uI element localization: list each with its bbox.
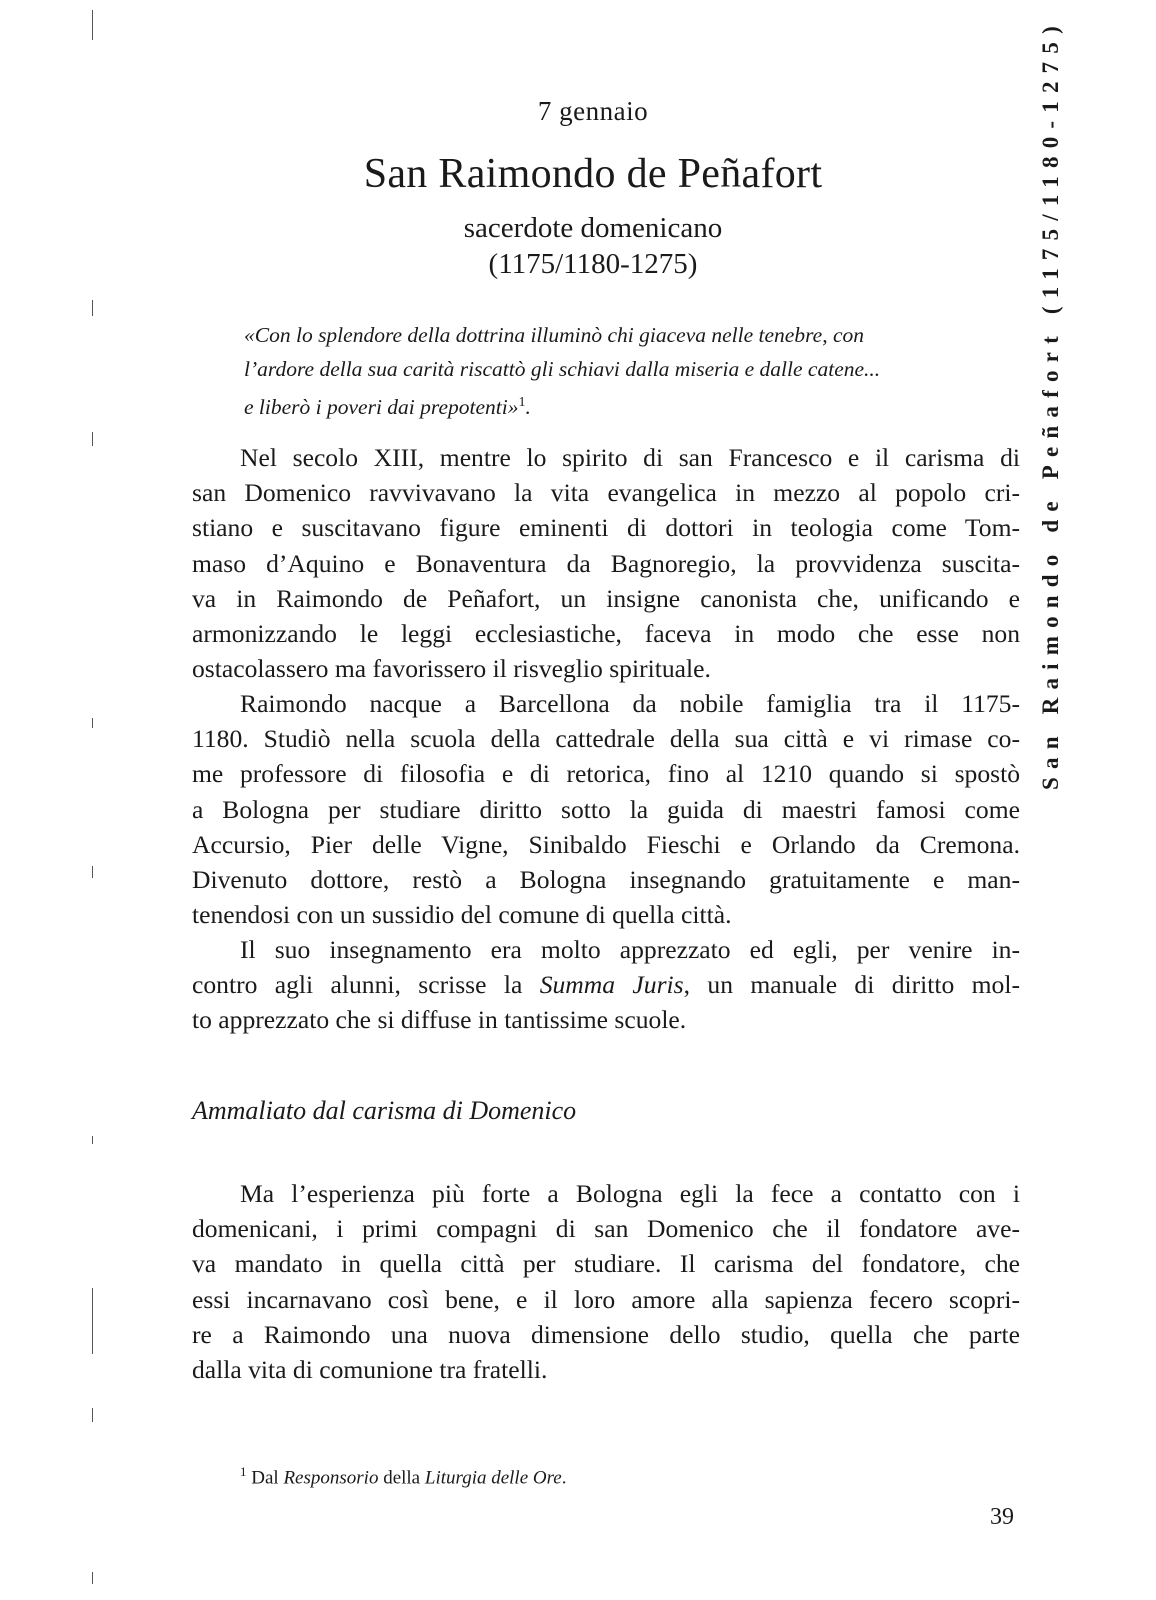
footnote-italic: Responsorio bbox=[283, 1467, 379, 1489]
paragraph-1 bbox=[192, 440, 1020, 686]
scan-mark bbox=[92, 1288, 93, 1354]
text-line: armonizzando le leggi ecclesiastiche, faceva in modo che esse non bbox=[192, 619, 1020, 649]
text-line: Nel secolo XIII, mentre lo spirito di san Francesco e il carisma di bbox=[240, 443, 1020, 472]
title-subtitle bbox=[0, 210, 1156, 282]
text-line bbox=[192, 967, 1020, 1002]
text-line: essi incarnavano così bene, e il loro amore alla sapienza fecero scopri- bbox=[192, 1284, 1020, 1314]
epigraph-line bbox=[244, 386, 984, 424]
paragraph-4 bbox=[192, 1176, 1020, 1387]
text-line: san Domenico ravvivavano la vita evangelica in mezzo al popolo cri- bbox=[192, 478, 1020, 508]
text-line: a Bologna per studiare diritto sotto la guida di maestri famosi come bbox=[192, 794, 1020, 824]
footnote-italic: Liturgia delle Ore bbox=[424, 1467, 562, 1489]
epigraph-line: «Con lo splendore della dottrina illuminò chi giaceva nelle tenebre, con bbox=[244, 323, 864, 347]
page-title: San Raimondo de Peñafort bbox=[363, 151, 823, 197]
footnote-text: . bbox=[561, 1467, 567, 1489]
text-line: va mandato in quella città per studiare. Il carisma del fondatore, che bbox=[192, 1249, 1020, 1279]
epigraph-line-text: e liberò i poveri dai prepotenti» bbox=[244, 395, 519, 420]
work-title-summa-juris: Summa Juris bbox=[539, 970, 684, 1000]
text-line: Raimondo nacque a Barcellona da nobile famiglia tra il 1175- bbox=[240, 689, 1020, 718]
footnote-text: della bbox=[378, 1467, 425, 1489]
scan-mark bbox=[92, 432, 93, 446]
epigraph-period: . bbox=[525, 395, 531, 420]
scan-mark bbox=[92, 1408, 93, 1422]
footnote-text: Dal bbox=[246, 1467, 284, 1489]
scan-mark bbox=[92, 10, 93, 40]
epigraph-line: l’ardore della sua carità riscattò gli schiavi dalla miseria e dalle catene... bbox=[244, 357, 881, 381]
text-line: Il suo insegnamento era molto apprezzato ed egli, per venire in- bbox=[240, 935, 1020, 964]
text-line: Ma l’esperienza più forte a Bologna egli la fece a contatto con i bbox=[240, 1179, 1020, 1208]
text-line: Accursio, Pier delle Vigne, Sinibaldo Fieschi e Orlando da Cremona. bbox=[192, 829, 1020, 859]
section-heading: Ammaliato dal carisma di Domenico bbox=[192, 1096, 577, 1125]
text-line: me professore di filosofia e di retorica, fino al 1210 quando si spostò bbox=[192, 759, 1020, 789]
page-number: 39 bbox=[990, 1504, 1014, 1530]
paragraph-2 bbox=[192, 686, 1020, 932]
text-line: stiano e suscitavano figure eminenti di dottori in teologia come Tom- bbox=[192, 513, 1020, 543]
text-segment: contro agli alunni, scrisse la bbox=[192, 970, 540, 1000]
feast-date: 7 gennaio bbox=[537, 96, 649, 126]
footnote-reference: 1 bbox=[518, 395, 526, 410]
footnote bbox=[240, 1464, 566, 1489]
scan-mark bbox=[92, 300, 93, 316]
footnote-number: 1 bbox=[240, 1464, 247, 1479]
running-head-text: San Raimondo de Peñafort (1175/1180-1275) bbox=[1038, 18, 1063, 790]
subtitle-dates: (1175/1180-1275) bbox=[488, 248, 698, 280]
text-line: 1180. Studiò nella scuola della cattedrale della sua città e vi rimase co- bbox=[192, 724, 1020, 754]
epigraph-quote bbox=[244, 318, 984, 424]
paragraph-3 bbox=[192, 932, 1020, 1038]
scan-mark bbox=[92, 718, 93, 728]
scan-mark bbox=[92, 866, 93, 878]
subtitle-role: sacerdote domenicano bbox=[463, 212, 723, 244]
text-line: va in Raimondo de Peñafort, un insigne canonista che, unificando e bbox=[192, 583, 1020, 613]
scan-mark bbox=[92, 1136, 93, 1144]
text-line: to apprezzato che si diffuse in tantissime scuole. bbox=[192, 1005, 687, 1035]
text-line: Divenuto dottore, restò a Bologna insegnando gratuitamente e man- bbox=[192, 865, 1020, 895]
text-line: maso d’Aquino e Bonaventura da Bagnoregio, la provvidenza suscita- bbox=[192, 548, 1020, 578]
text-segment: , un manuale di diritto mol- bbox=[683, 970, 1020, 1000]
text-line: domenicani, i primi compagni di san Domenico che il fondatore ave- bbox=[192, 1214, 1020, 1244]
text-line: re a Raimondo una nuova dimensione dello studio, quella che parte bbox=[192, 1319, 1020, 1349]
text-line: tenendosi con un sussidio del comune di quella città. bbox=[192, 900, 732, 930]
running-head-svg bbox=[1030, 18, 1070, 800]
running-head bbox=[1030, 18, 1070, 800]
scan-mark bbox=[92, 1572, 93, 1584]
text-line: ostacolassero ma favorissero il risveglio spirituale. bbox=[192, 654, 711, 684]
text-line: dalla vita di comunione tra fratelli. bbox=[192, 1355, 548, 1385]
